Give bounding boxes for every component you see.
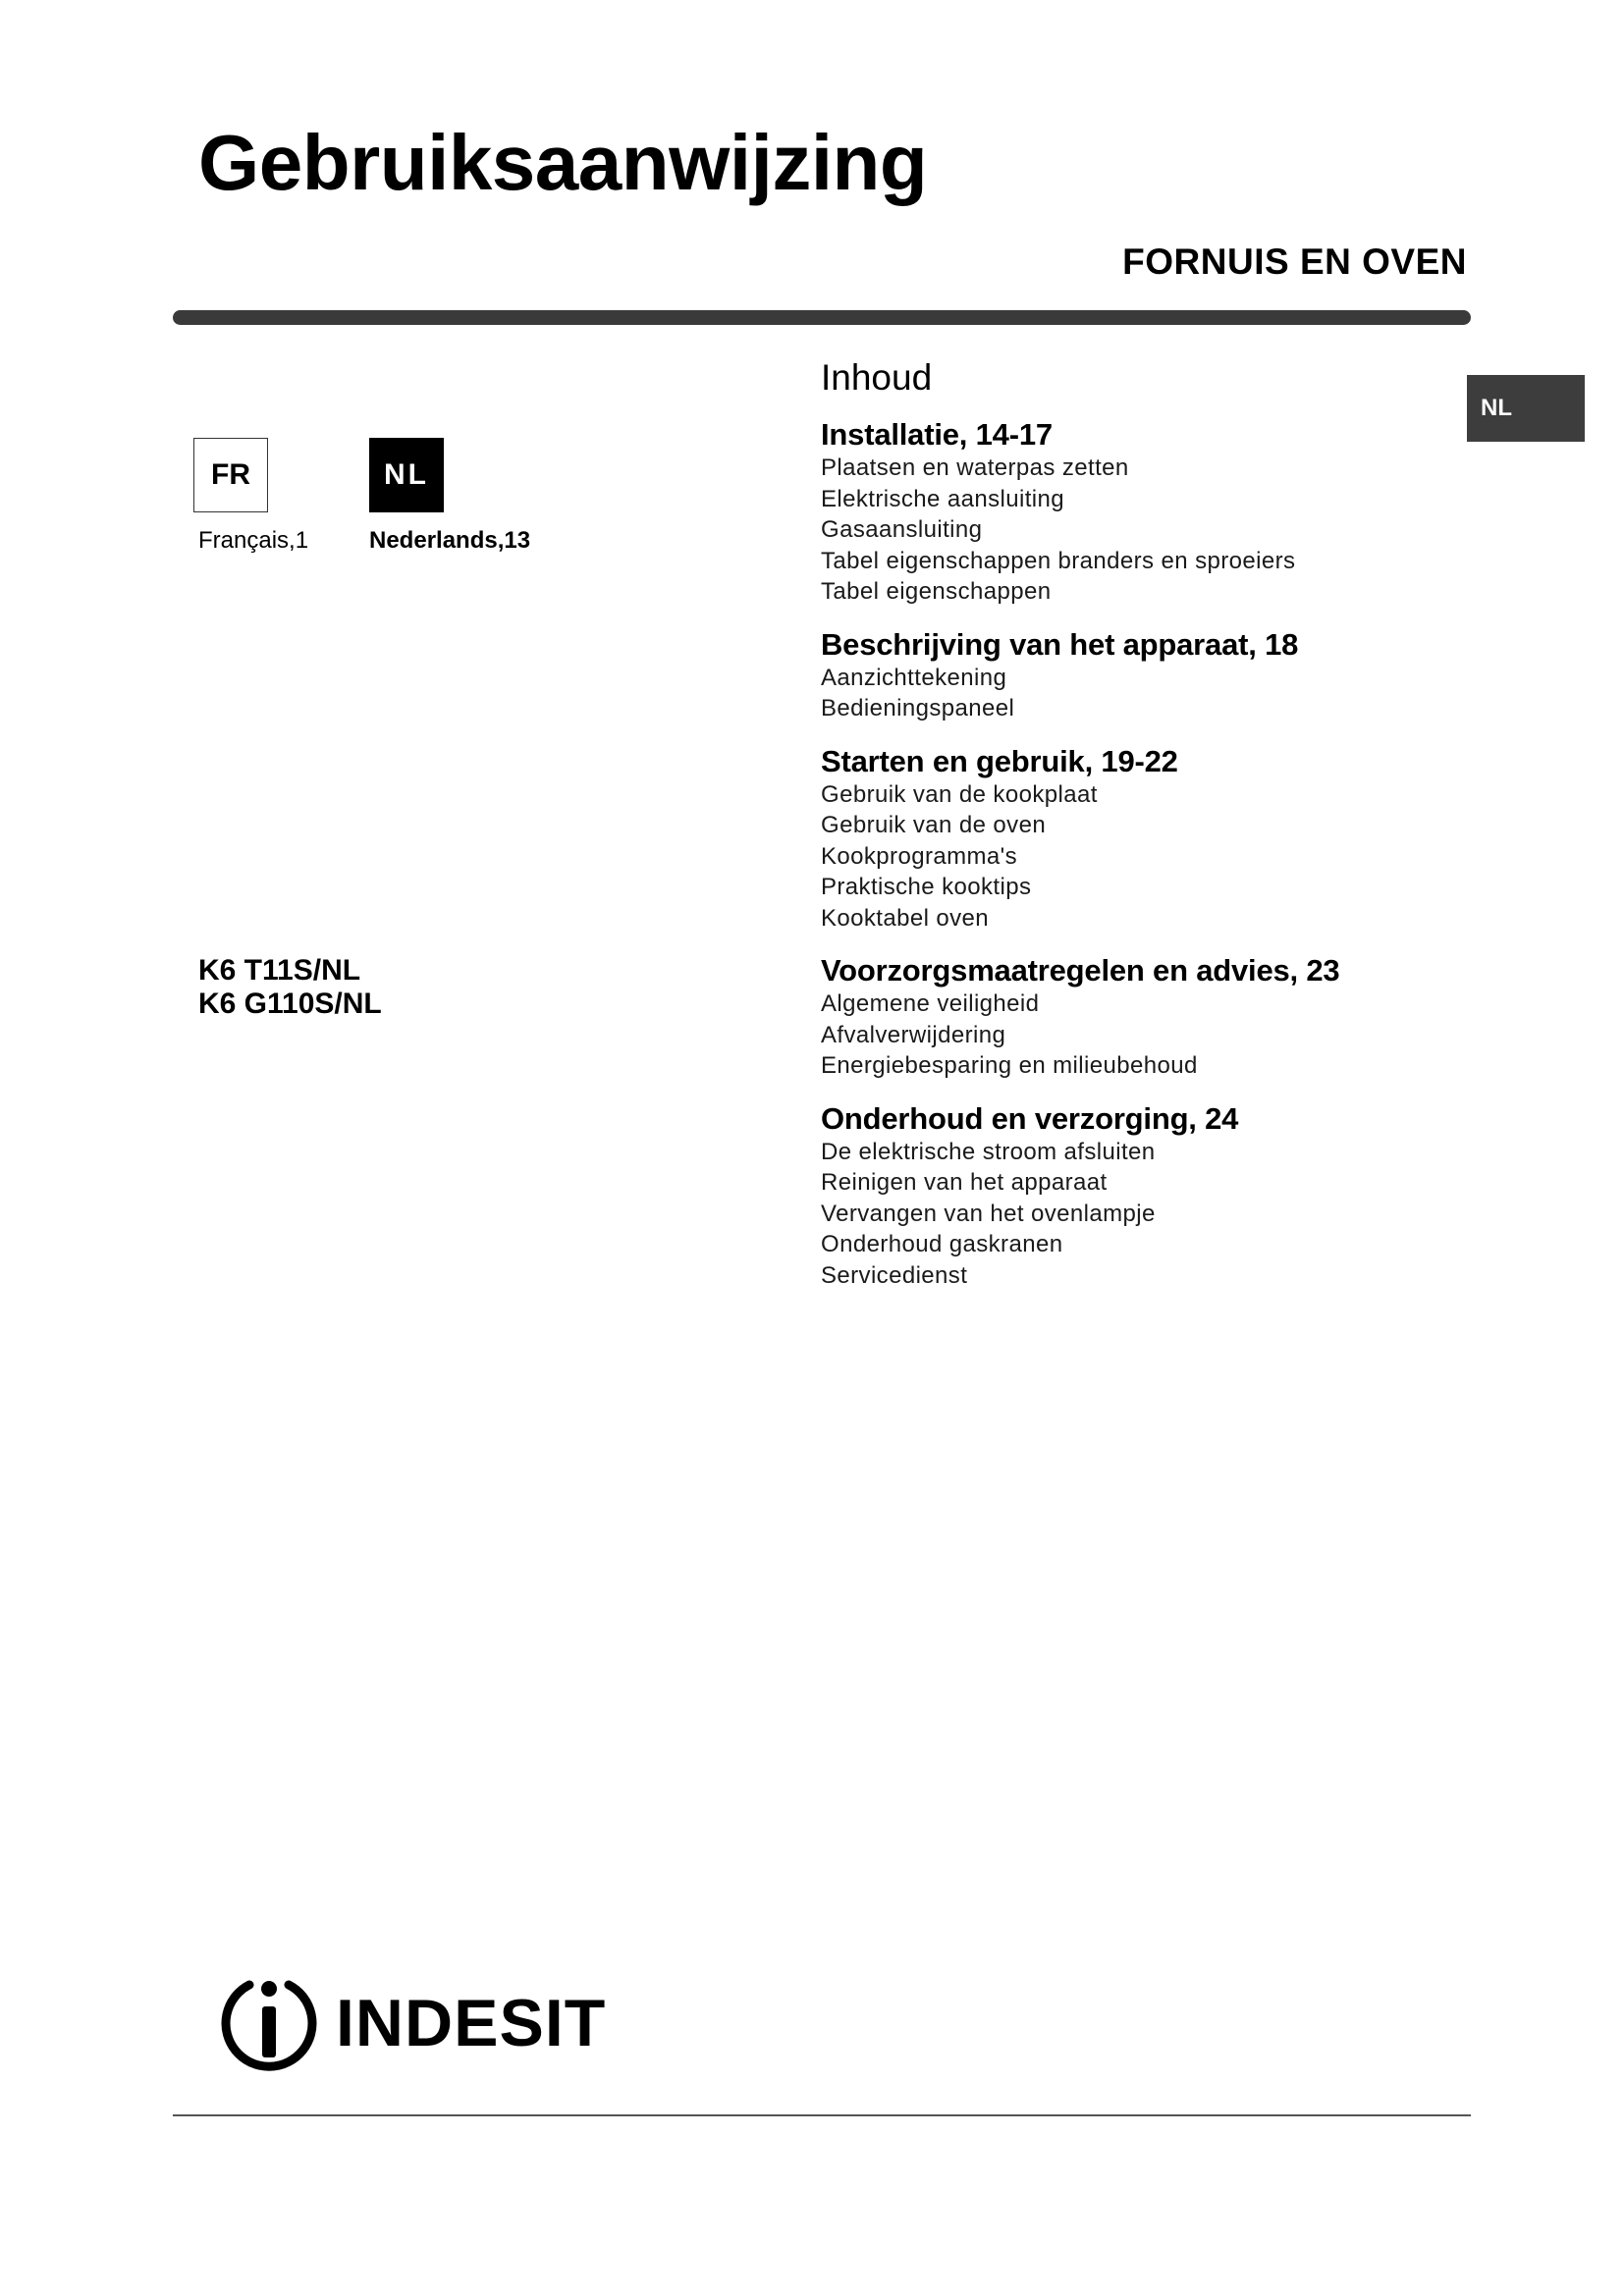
toc-section-beschrijving xyxy=(821,627,1508,724)
language-label-fr: Français,1 xyxy=(198,527,309,554)
toc-section-heading: Onderhoud en verzorging, 24 xyxy=(821,1100,1239,1136)
toc-section-installatie xyxy=(821,417,1508,608)
toc-item: Plaatsen en waterpas zetten xyxy=(821,454,1129,481)
toc-item: Gebruik van de kookplaat xyxy=(821,780,1098,808)
top-divider xyxy=(173,310,1471,325)
toc-item: Afvalverwijdering xyxy=(821,1021,1006,1048)
toc-item: Bedieningspaneel xyxy=(821,695,1015,721)
toc-item: Elektrische aansluiting xyxy=(821,485,1064,512)
language-box-nl[interactable]: NL xyxy=(369,438,444,512)
brand-name: INDESIT xyxy=(336,1986,607,2060)
language-tab: NL xyxy=(1467,375,1585,442)
toc-section-voorzorg xyxy=(821,953,1508,1082)
toc-item: Tabel eigenschappen branders en sproeiers xyxy=(821,547,1296,574)
toc-section-heading: Voorzorgsmaatregelen en advies, 23 xyxy=(821,953,1340,988)
toc-section-onderhoud xyxy=(821,1101,1508,1292)
toc-item: Aanzichttekening xyxy=(821,664,1007,691)
toc-item: Praktische kooktips xyxy=(821,874,1032,900)
model-number: K6 G110S/NL xyxy=(198,988,382,1020)
toc-item: Kookprogramma's xyxy=(821,842,1017,870)
toc-section-heading: Beschrijving van het apparaat, 18 xyxy=(821,626,1299,662)
toc-item: Vervangen van het ovenlampje xyxy=(821,1200,1156,1227)
model-number: K6 T11S/NL xyxy=(198,954,361,987)
model-list xyxy=(198,954,382,1021)
toc-item: Onderhoud gaskranen xyxy=(821,1231,1063,1257)
toc-item: Gasaansluiting xyxy=(821,516,983,543)
brand-logo xyxy=(220,1971,606,2075)
language-label-nl: Nederlands,13 xyxy=(369,527,531,554)
table-of-contents xyxy=(821,359,1508,1310)
toc-item: Reinigen van het apparaat xyxy=(821,1169,1108,1196)
indesit-i-logo-icon xyxy=(220,1971,318,2075)
toc-section-starten xyxy=(821,744,1508,934)
toc-title: Inhoud xyxy=(821,357,933,398)
toc-item: Servicedienst xyxy=(821,1261,968,1289)
toc-item: Energiebesparing en milieubehoud xyxy=(821,1052,1198,1079)
product-type-heading: FORNUIS EN OVEN xyxy=(1122,241,1467,282)
bottom-divider xyxy=(173,2114,1471,2116)
toc-section-heading: Starten en gebruik, 19-22 xyxy=(821,743,1178,778)
toc-item: De elektrische stroom afsluiten xyxy=(821,1138,1156,1165)
toc-item: Tabel eigenschappen xyxy=(821,578,1052,605)
toc-section-heading: Installatie, 14-17 xyxy=(821,417,1053,452)
toc-item: Gebruik van de oven xyxy=(821,812,1047,838)
document-title: Gebruiksaanwijzing xyxy=(198,119,928,206)
toc-item: Algemene veiligheid xyxy=(821,990,1040,1017)
language-box-fr[interactable]: FR xyxy=(193,438,268,512)
toc-item: Kooktabel oven xyxy=(821,904,990,932)
